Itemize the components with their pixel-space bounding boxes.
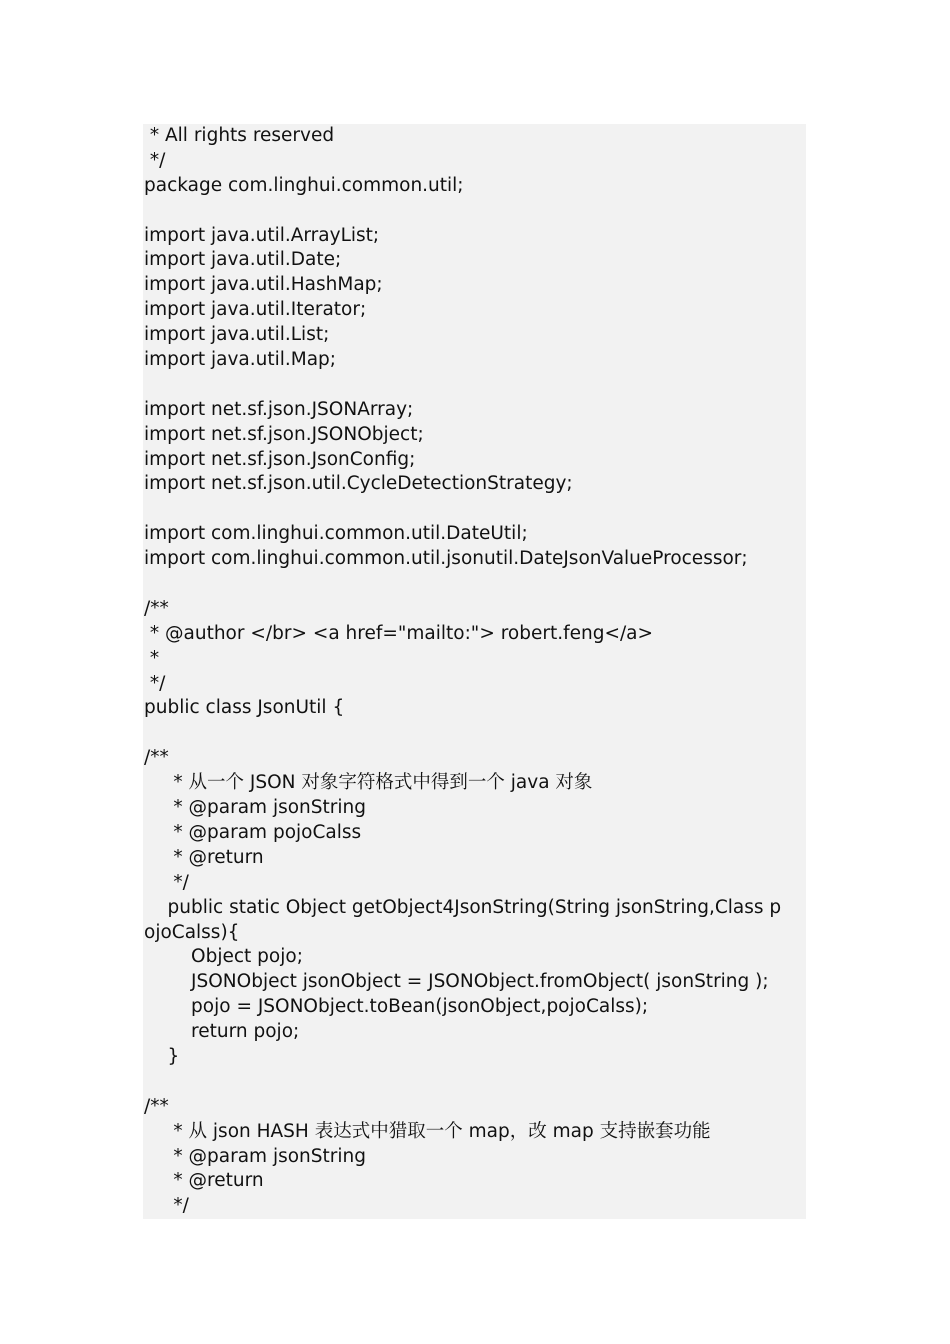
code-line: */ bbox=[144, 1195, 189, 1217]
code-line: import java.util.Map; bbox=[144, 349, 337, 371]
code-line bbox=[144, 199, 806, 224]
code-line: JSONObject jsonObject = JSONObject.fromObject( jsonString ); bbox=[144, 971, 769, 993]
code-line: import java.util.Date; bbox=[144, 249, 342, 271]
code-line: pojo = JSONObject.toBean(jsonObject,pojoCalss); bbox=[144, 996, 649, 1018]
code-line: /** bbox=[144, 597, 169, 619]
code-line: import java.util.List; bbox=[144, 324, 330, 346]
code-line: * @param jsonString bbox=[144, 797, 366, 819]
code-line: * @return bbox=[144, 1170, 264, 1192]
code-line: * @author </br> <a href="mailto:"> robert.feng</a> bbox=[144, 622, 654, 644]
code-line: import com.linghui.common.util.DateUtil; bbox=[144, 523, 528, 545]
code-line: * 从一个 JSON 对象字符格式中得到一个 java 对象 bbox=[144, 772, 593, 794]
code-line bbox=[144, 572, 806, 597]
code-line: /** bbox=[144, 1095, 169, 1117]
code-line: /** bbox=[144, 747, 169, 769]
code-line: return pojo; bbox=[144, 1021, 300, 1043]
code-line: import net.sf.json.JsonConfig; bbox=[144, 448, 416, 470]
code-line: public class JsonUtil { bbox=[144, 697, 345, 719]
code-line: * 从 json HASH 表达式中猎取一个 map，改 map 支持嵌套功能 bbox=[144, 1120, 711, 1142]
code-line: import java.util.ArrayList; bbox=[144, 224, 380, 246]
code-line: } bbox=[144, 1045, 180, 1067]
code-line: */ bbox=[144, 672, 166, 694]
code-lines bbox=[144, 124, 806, 1219]
code-line bbox=[144, 721, 806, 746]
code-line bbox=[144, 373, 806, 398]
code-line: import java.util.HashMap; bbox=[144, 274, 383, 296]
code-line: import com.linghui.common.util.jsonutil.DateJsonValueProcessor; bbox=[144, 548, 748, 570]
code-line: * @param pojoCalss bbox=[144, 821, 362, 843]
code-line: import java.util.Iterator; bbox=[144, 299, 367, 321]
code-line: */ bbox=[144, 149, 166, 171]
code-line: * @return bbox=[144, 846, 264, 868]
code-line: Object pojo; bbox=[144, 946, 303, 968]
code-line: * @param jsonString bbox=[144, 1145, 366, 1167]
code-line: import net.sf.json.JSONObject; bbox=[144, 423, 424, 445]
code-line: package com.linghui.common.util; bbox=[144, 174, 464, 196]
code-line bbox=[144, 1070, 806, 1095]
code-line bbox=[144, 497, 806, 522]
code-line: public static Object getObject4JsonString(String jsonString,Class p bbox=[144, 896, 782, 918]
code-line: * All rights reserved bbox=[144, 125, 335, 146]
code-line: */ bbox=[144, 871, 189, 893]
code-line: ojoCalss){ bbox=[144, 921, 240, 943]
code-line: * bbox=[144, 647, 160, 669]
code-line: import net.sf.json.util.CycleDetectionStrategy; bbox=[144, 473, 573, 495]
code-block bbox=[143, 124, 806, 1219]
code-line: import net.sf.json.JSONArray; bbox=[144, 398, 414, 420]
